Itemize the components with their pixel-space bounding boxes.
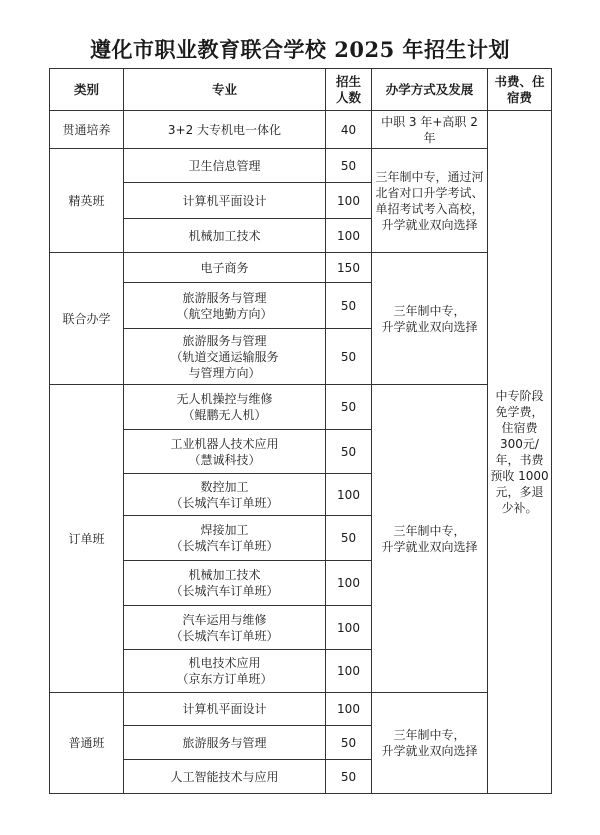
quota-cell: 100 xyxy=(326,606,372,650)
quota-cell: 100 xyxy=(326,183,372,219)
quota-cell: 50 xyxy=(326,329,372,385)
quota-cell: 50 xyxy=(326,430,372,474)
table-row xyxy=(50,253,552,283)
header-mode: 办学方式及发展 xyxy=(372,69,488,111)
mode-cell: 三年制中专， 升学就业双向选择 xyxy=(372,385,488,693)
major-cell: 计算机平面设计 xyxy=(124,693,326,726)
major-cell: 计算机平面设计 xyxy=(124,183,326,219)
major-cell: 数控加工 （长城汽车订单班） xyxy=(124,474,326,516)
category-cell: 普通班 xyxy=(50,693,124,794)
header-major: 专业 xyxy=(124,69,326,111)
quota-cell: 100 xyxy=(326,474,372,516)
major-cell: 人工智能技术与应用 xyxy=(124,760,326,794)
table-header-row xyxy=(50,69,552,111)
header-quota: 招生 人数 xyxy=(326,69,372,111)
major-cell: 旅游服务与管理 （航空地勤方向） xyxy=(124,283,326,329)
quota-cell: 100 xyxy=(326,650,372,693)
page-title: 遵化市职业教育联合学校 2025 年招生计划 xyxy=(89,37,511,62)
major-cell: 机电技术应用 （京东方订单班） xyxy=(124,650,326,693)
major-cell: 工业机器人技术应用 （慧诚科技） xyxy=(124,430,326,474)
enrollment-plan-table xyxy=(49,68,552,794)
table-row xyxy=(50,385,552,430)
major-cell: 机械加工技术 xyxy=(124,219,326,253)
header-category: 类别 xyxy=(50,69,124,111)
major-cell: 电子商务 xyxy=(124,253,326,283)
category-cell: 贯通培养 xyxy=(50,111,124,149)
mode-cell: 三年制中专， 升学就业双向选择 xyxy=(372,253,488,385)
major-cell: 汽车运用与维修 （长城汽车订单班） xyxy=(124,606,326,650)
table-row xyxy=(50,111,552,149)
quota-cell: 100 xyxy=(326,219,372,253)
header-fees: 书费、住宿费 xyxy=(488,69,552,111)
fees-note-cell: 中专阶段免学费，住宿费 300元/年，书费预收 1000元，多退少补。 xyxy=(488,111,552,794)
table-row xyxy=(50,149,552,183)
major-cell: 焊接加工 （长城汽车订单班） xyxy=(124,516,326,561)
quota-cell: 50 xyxy=(326,516,372,561)
table-row xyxy=(50,693,552,726)
quota-cell: 50 xyxy=(326,760,372,794)
category-cell: 精英班 xyxy=(50,149,124,253)
quota-cell: 50 xyxy=(326,149,372,183)
major-cell: 旅游服务与管理 （轨道交通运输服务 与管理方向） xyxy=(124,329,326,385)
major-cell: 3+2 大专机电一体化 xyxy=(124,111,326,149)
major-cell: 机械加工技术 （长城汽车订单班） xyxy=(124,561,326,606)
major-cell: 旅游服务与管理 xyxy=(124,726,326,760)
category-cell: 订单班 xyxy=(50,385,124,693)
quota-cell: 50 xyxy=(326,385,372,430)
major-cell: 卫生信息管理 xyxy=(124,149,326,183)
quota-cell: 100 xyxy=(326,561,372,606)
mode-cell: 三年制中专，通过河北省对口升学考试、单招考试考入高校，升学就业双向选择 xyxy=(372,149,488,253)
quota-cell: 40 xyxy=(326,111,372,149)
quota-cell: 150 xyxy=(326,253,372,283)
major-cell: 无人机操控与维修 （鲲鹏无人机） xyxy=(124,385,326,430)
category-cell: 联合办学 xyxy=(50,253,124,385)
mode-cell: 中职 3 年+高职 2 年 xyxy=(372,111,488,149)
quota-cell: 50 xyxy=(326,726,372,760)
quota-cell: 50 xyxy=(326,283,372,329)
quota-cell: 100 xyxy=(326,693,372,726)
mode-cell: 三年制中专， 升学就业双向选择 xyxy=(372,693,488,794)
